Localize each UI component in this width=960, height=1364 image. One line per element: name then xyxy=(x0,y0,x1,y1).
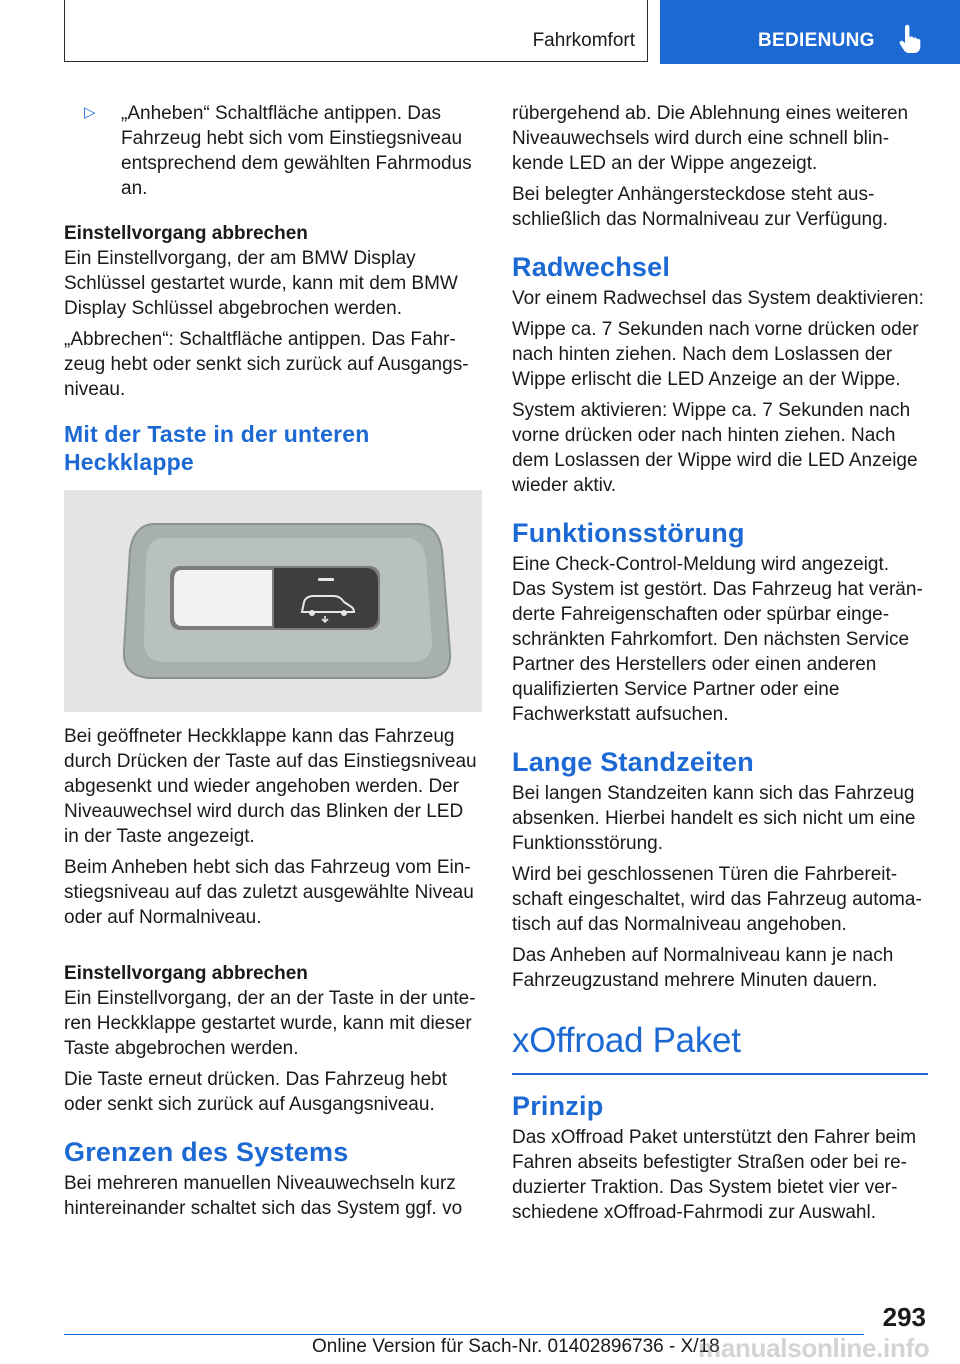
paragraph: Beim Anheben hebt sich das Fahrzeug vom Einstiegsniveau auf das zuletzt ausgewählte Niveau oder auf Normalniveau. xyxy=(64,857,474,928)
heading-funktionsstoerung: Funktionsstörung xyxy=(512,518,745,548)
paragraph: Eine Check-Control-Meldung wird angezeigt. Das System ist gestört. Das Fahrzeug hat veränderte Fahreigenschaften oder spürbar eingeschränkten Fahrkomfort. Den nächsten Service Partner des Herstellers oder einen anderen qualifizierten Service Partner oder eine Fachwerkstatt aufsuchen. xyxy=(512,554,923,725)
step-item xyxy=(64,101,482,201)
paragraph: Wippe ca. 7 Sekunden nach vorne drücken oder nach hinten ziehen. Nach dem Loslassen der Wippe erlischt die LED Anzeige an der Wippe. xyxy=(512,319,919,390)
paragraph: Bei mehreren manuellen Niveauwechseln kurz hintereinander schaltet sich das System ggf. vo xyxy=(64,1173,463,1219)
paragraph: Bei belegter Anhängersteckdose steht ausschließlich das Normalniveau zur Verfügung. xyxy=(512,184,888,230)
paragraph: Ein Einstellvorgang, der am BMW Display Schlüssel gestartet wurde, kann mit dem BMW Display Schlüssel abgebrochen werden. xyxy=(64,248,458,319)
chapter-tab[interactable] xyxy=(660,0,960,64)
heading-grenzen: Grenzen des Systems xyxy=(64,1137,349,1167)
footer-online-version: Online Version für Sach-Nr. 01402896736 - X/18 xyxy=(312,1336,720,1357)
subheading-abbrechen-2: Einstellvorgang abbrechen xyxy=(64,963,308,984)
step-triangle-icon: ▷ xyxy=(84,104,96,121)
left-column xyxy=(64,101,482,1227)
paragraph: Das xOffroad Paket unterstützt den Fahrer beim Fahren abseits befestigter Straßen oder bei reduzierter Traktion. Das System bietet vier verschiedene xOffroad-Fahrmodi zur Auswahl. xyxy=(512,1127,917,1223)
watermark: manualsonline.info xyxy=(698,1333,930,1363)
heading-xoffroad-paket: xOffroad Paket xyxy=(512,1021,741,1060)
section-title: Fahrkomfort xyxy=(532,30,635,51)
heading-lange-standzeiten: Lange Standzeiten xyxy=(512,747,754,777)
paragraph: „Abbrechen“: Schaltfläche antippen. Das Fahrzeug hebt oder senkt sich zurück auf Ausgangsniveau. xyxy=(64,329,469,400)
paragraph: Das Anheben auf Normalniveau kann je nach Fahrzeugzustand mehrere Minuten dauern. xyxy=(512,945,894,991)
chapter-tab-label: BEDIENUNG xyxy=(758,30,875,51)
heading-taste-heckklappe: Mit der Taste in der unteren Heckklappe xyxy=(64,421,370,475)
paragraph: Bei langen Standzeiten kann sich das Fahrzeug absenken. Hierbei handelt es sich nicht um eine Funktionsstörung. xyxy=(512,783,916,854)
heading-rule xyxy=(512,1073,928,1075)
paragraph: System aktivieren: Wippe ca. 7 Sekunden nach vorne drücken oder nach hinten ziehen. Nach dem Loslassen der Wippe wird die LED Anzeige wieder aktiv. xyxy=(512,400,918,496)
hand-pointer-icon xyxy=(898,24,924,54)
paragraph: Ein Einstellvorgang, der an der Taste in der unteren Heckklappe gestartet wurde, kann mit dieser Taste abgebrochen werden. xyxy=(64,988,476,1059)
page-number: 293 xyxy=(882,1302,926,1332)
paragraph: Vor einem Radwechsel das System deaktivieren: xyxy=(512,288,924,309)
paragraph: Bei geöffneter Heckklappe kann das Fahrzeug durch Drücken der Taste auf das Einstiegsniveau abgesenkt und wieder angehoben werden. Der Niveauwechsel wird durch das Blinken der LED in der Taste angezeigt. xyxy=(64,726,477,847)
heading-radwechsel: Radwechsel xyxy=(512,252,671,282)
heading-prinzip: Prinzip xyxy=(512,1091,604,1121)
step-text: „Anheben“ Schaltfläche antippen. Das Fahrzeug hebt sich vom Einstiegsniveau entsprechend dem gewählten Fahrmodus an. xyxy=(121,103,472,199)
paragraph: rübergehend ab. Die Ablehnung eines weiteren Niveauwechsels wird durch eine schnell blinkende LED an der Wippe angezeigt. xyxy=(512,103,909,174)
paragraph: Wird bei geschlossenen Türen die Fahrbereitschaft eingeschaltet, wird das Fahrzeug automatisch auf das Normalniveau angehoben. xyxy=(512,864,922,935)
paragraph: Die Taste erneut drücken. Das Fahrzeug hebt oder senkt sich zurück auf Ausgangsniveau. xyxy=(64,1069,448,1115)
right-column xyxy=(512,101,928,1231)
tailgate-button-illustration xyxy=(64,490,482,712)
subheading-abbrechen-1: Einstellvorgang abbrechen xyxy=(64,223,308,244)
tailgate-button-icon xyxy=(64,490,482,712)
